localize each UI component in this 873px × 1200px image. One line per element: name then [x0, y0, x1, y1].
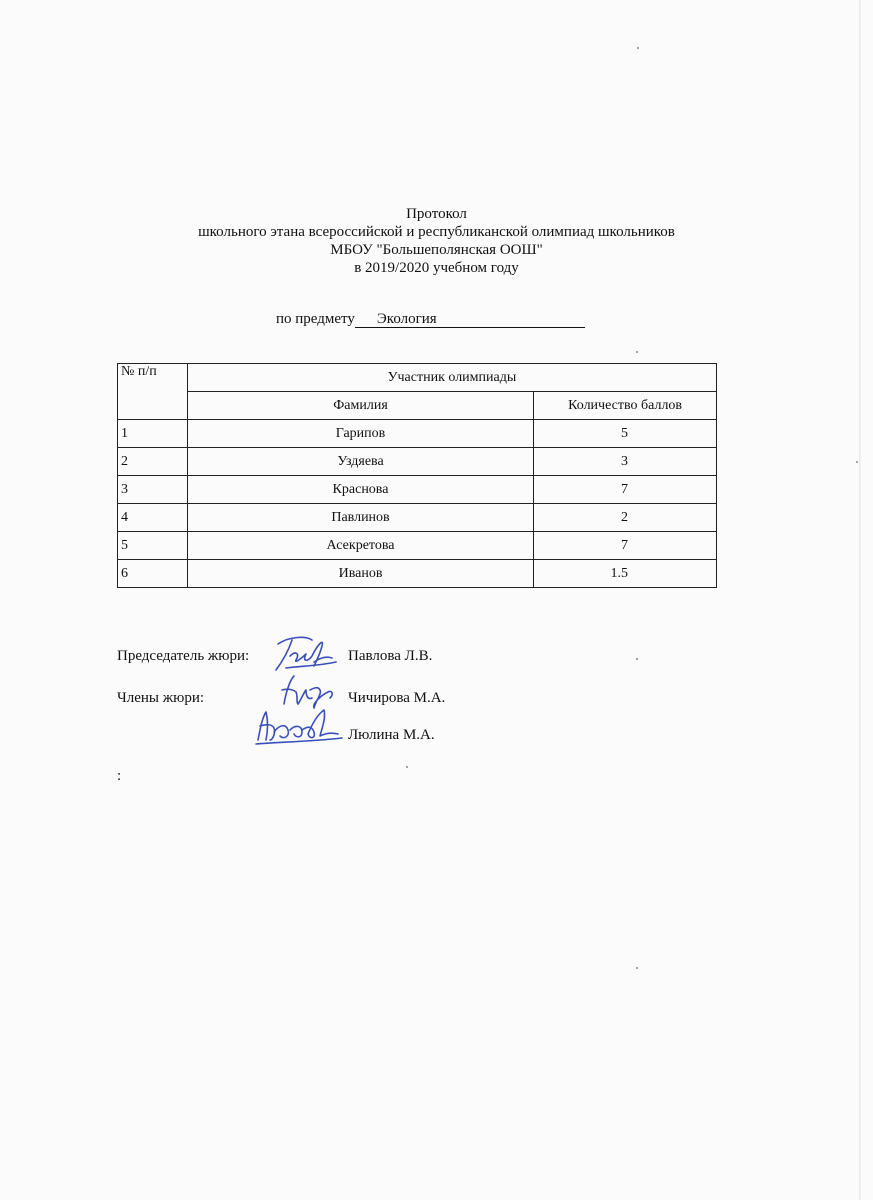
- scan-speck: [637, 47, 639, 49]
- row-score: 7: [534, 476, 717, 504]
- table-row: [118, 476, 717, 504]
- table-header-row: [118, 364, 717, 392]
- row-surname: Асекретова: [187, 532, 533, 560]
- row-surname: Павлинов: [187, 504, 533, 532]
- table-row: [118, 560, 717, 588]
- table-row: [118, 420, 717, 448]
- column-group-participant: Участник олимпиады: [187, 364, 716, 392]
- row-score: 7: [534, 532, 717, 560]
- jury-chair-name: Павлова Л.В.: [348, 648, 433, 664]
- scan-speck: [406, 766, 408, 768]
- column-header-number: № п/п: [118, 364, 188, 420]
- school-name: МБОУ "Большеполянская ООШ": [330, 242, 543, 258]
- column-header-surname: Фамилия: [187, 392, 533, 420]
- table-row: [118, 448, 717, 476]
- row-surname: Иванов: [187, 560, 533, 588]
- row-score: 5: [534, 420, 717, 448]
- protocol-title: Протокол: [406, 206, 467, 222]
- subject-value: Экология: [355, 311, 585, 328]
- jury-member-1-name: Чичирова М.А.: [348, 690, 446, 706]
- subject-line: [276, 311, 585, 328]
- row-score: 3: [534, 448, 717, 476]
- protocol-subtitle: школьного этана всероссийской и республиканской олимпиад школьников: [198, 224, 675, 240]
- row-surname: Гарипов: [187, 420, 533, 448]
- jury-chair-label: Председатель жюри:: [117, 648, 250, 664]
- trailing-colon-mark: :: [117, 768, 122, 784]
- row-score: 1.5: [534, 560, 717, 588]
- row-number: 3: [118, 476, 188, 504]
- member-2-signature: [246, 704, 352, 748]
- subject-label: по предмету: [276, 311, 355, 327]
- row-number: 6: [118, 560, 188, 588]
- table-row: [118, 504, 717, 532]
- scan-speck: [636, 658, 638, 660]
- row-number: 5: [118, 532, 188, 560]
- table-row: [118, 532, 717, 560]
- row-surname: Уздяева: [187, 448, 533, 476]
- protocol-header: [0, 205, 873, 277]
- jury-members-label: Члены жюри:: [117, 690, 205, 706]
- scan-speck: [636, 351, 638, 353]
- page-edge-shadow: [859, 0, 861, 1200]
- row-number: 4: [118, 504, 188, 532]
- row-number: 2: [118, 448, 188, 476]
- scan-speck: [636, 967, 638, 969]
- results-table: [117, 363, 717, 588]
- table-subheader-row: [118, 392, 717, 420]
- row-number: 1: [118, 420, 188, 448]
- column-header-score: Количество баллов: [534, 392, 717, 420]
- jury-member-2-name: Люлина М.А.: [348, 727, 435, 743]
- scan-speck: [856, 461, 858, 463]
- academic-year: в 2019/2020 учебном году: [354, 260, 519, 276]
- row-surname: Краснова: [187, 476, 533, 504]
- row-score: 2: [534, 504, 717, 532]
